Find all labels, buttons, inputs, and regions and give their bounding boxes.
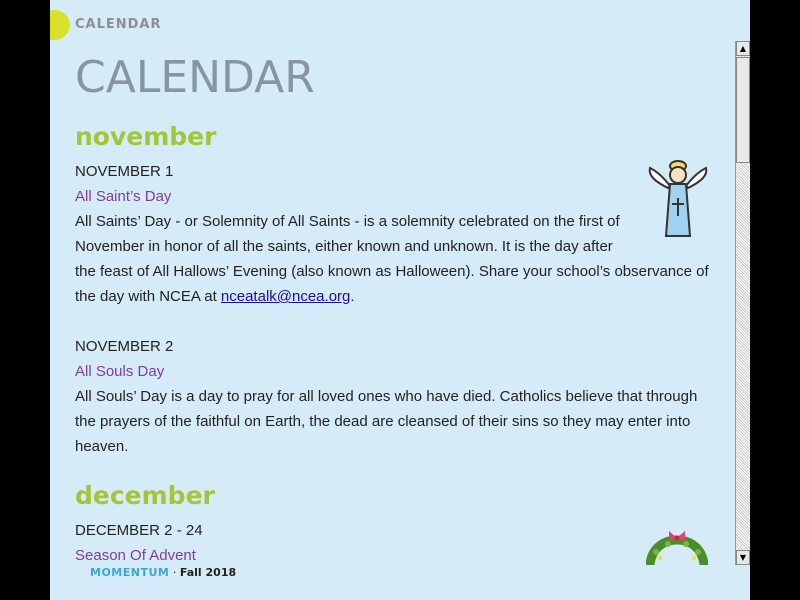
scroll-down-button[interactable]: ▼ [736,550,750,565]
scroll-thumb[interactable] [736,57,750,163]
event-date: DECEMBER 2 - 24 [75,522,203,539]
page-panel [50,0,750,600]
footer-separator: · [169,566,180,579]
content-area [75,50,715,564]
month-heading-november: november [75,122,217,151]
advent-wreath-icon [646,528,708,565]
vertical-scrollbar[interactable] [735,41,750,565]
event-description-text: the day with NCEA at [75,288,221,305]
section-kicker: CALENDAR [75,17,162,32]
month-heading-december: december [75,481,215,510]
event-description-line: heaven. [75,438,129,455]
event-name: All Saint’s Day [75,188,172,205]
event-date: NOVEMBER 2 [75,338,174,355]
angel-icon [646,158,710,240]
event-description-line: All Souls’ Day is a day to pray for all loved ones who have died. Catholics believe that through [75,388,698,405]
event-description-line: November in honor of all the saints, either known and unknown. It is the day after [75,238,613,255]
page-title: CALENDAR [75,52,315,103]
footer-issue: Fall 2018 [179,566,237,579]
event-description-line: All Saints’ Day - or Solemnity of All Saints - is a solemnity celebrated on the first of [75,213,620,230]
event-description-line [75,284,715,309]
scroll-up-button[interactable]: ▲ [736,41,750,56]
event-description-line: the feast of All Hallows’ Evening (also known as Halloween). Share your school’s observance of [75,263,709,280]
event-description-text: . [350,288,355,305]
event-description-line: the prayers of the faithful on Earth, the dead are cleansed of their sins so they may enter into [75,413,691,430]
event-name: Season Of Advent [75,547,196,564]
email-link[interactable]: nceatalk@ncea.org [220,288,351,305]
event-name: All Souls Day [75,363,165,380]
event-date: NOVEMBER 1 [75,163,174,180]
footer [90,566,236,579]
section-dot [50,10,70,40]
footer-brand: MOMENTUM [90,566,170,579]
spacer [75,309,715,334]
